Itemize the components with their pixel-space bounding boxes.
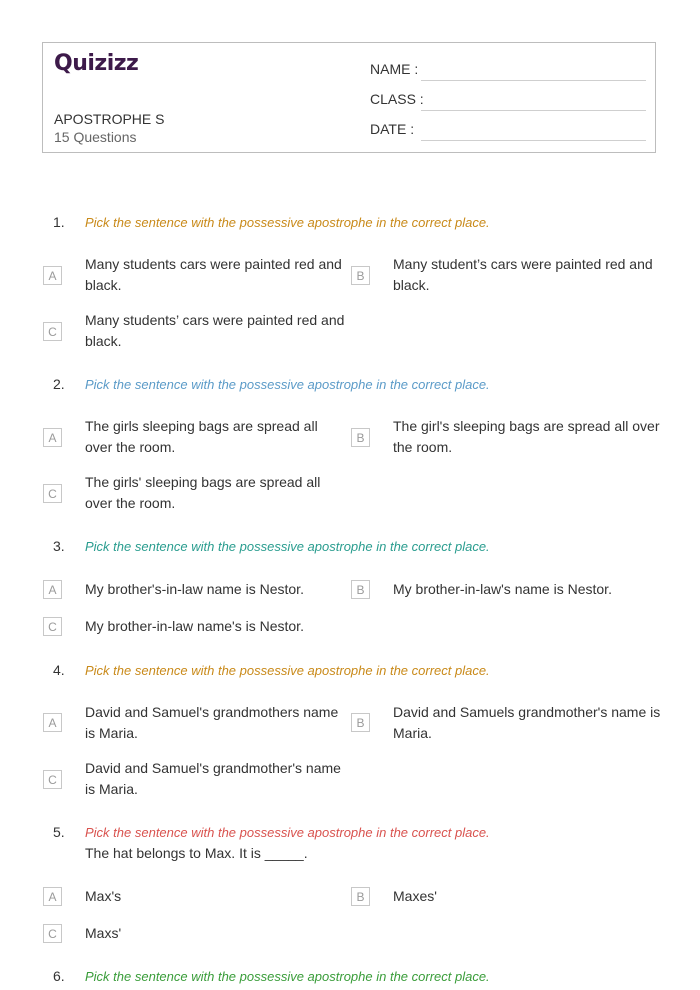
option-letter-b[interactable]: B (351, 887, 370, 906)
question-prompt: Pick the sentence with the possessive apostrophe in the correct place. (85, 539, 490, 554)
option-text-b[interactable]: Maxes' (393, 888, 437, 904)
option-text-c[interactable]: David and Samuel's grandmother's name is Maria. (85, 760, 341, 797)
worksheet-title: APOSTROPHE S (54, 111, 165, 127)
option-letter-a[interactable]: A (43, 713, 62, 732)
date-label: DATE : (370, 121, 415, 137)
option-letter-a[interactable]: A (43, 580, 62, 599)
question-prompt: Pick the sentence with the possessive apostrophe in the correct place. (85, 825, 490, 840)
option-text-b[interactable]: Many student’s cars were painted red and black. (393, 256, 653, 293)
question-prompt: Pick the sentence with the possessive apostrophe in the correct place. (85, 377, 490, 392)
question-prompt: Pick the sentence with the possessive apostrophe in the correct place. (85, 663, 490, 678)
date-field[interactable] (370, 121, 646, 141)
question-number: 5. (53, 824, 65, 840)
option-text-a[interactable]: My brother's-in-law name is Nestor. (85, 581, 304, 597)
option-letter-c[interactable]: C (43, 924, 62, 943)
option-letter-b[interactable]: B (351, 580, 370, 599)
option-text-c[interactable]: My brother-in-law name's is Nestor. (85, 618, 304, 634)
option-letter-a[interactable]: A (43, 887, 62, 906)
name-label: NAME : (370, 61, 419, 77)
question-number: 1. (53, 214, 65, 230)
option-text-c[interactable]: The girls' sleeping bags are spread all over the room. (85, 474, 321, 511)
option-text-b[interactable]: My brother-in-law's name is Nestor. (393, 581, 612, 597)
name-line[interactable] (421, 80, 646, 81)
question-prompt: Pick the sentence with the possessive apostrophe in the correct place. (85, 969, 490, 984)
question-count: 15 Questions (54, 129, 137, 145)
worksheet-header (42, 42, 656, 153)
option-letter-b[interactable]: B (351, 266, 370, 285)
option-text-c[interactable]: Maxs' (85, 925, 122, 941)
option-letter-c[interactable]: C (43, 770, 62, 789)
option-letter-c[interactable]: C (43, 484, 62, 503)
option-text-a[interactable]: Many students cars were painted red and black. (85, 256, 342, 293)
option-letter-c[interactable]: C (43, 322, 62, 341)
option-text-b[interactable]: The girl's sleeping bags are spread all over the room. (393, 418, 660, 455)
question-number: 6. (53, 968, 65, 984)
question-number: 2. (53, 376, 65, 392)
quizizz-logo: Quizizz (54, 51, 139, 76)
class-line[interactable] (421, 110, 646, 111)
date-line[interactable] (421, 140, 646, 141)
option-text-c[interactable]: Many students’ cars were painted red and black. (85, 312, 345, 349)
question-number: 3. (53, 538, 65, 554)
option-text-a[interactable]: David and Samuel's grandmothers name is Maria. (85, 704, 339, 741)
option-text-b[interactable]: David and Samuels grandmother's name is Maria. (393, 704, 661, 741)
option-letter-a[interactable]: A (43, 428, 62, 447)
option-text-a[interactable]: The girls sleeping bags are spread all over the room. (85, 418, 318, 455)
question-subtext: The hat belongs to Max. It is _____. (85, 845, 308, 861)
option-letter-c[interactable]: C (43, 617, 62, 636)
class-label: CLASS : (370, 91, 424, 107)
option-letter-b[interactable]: B (351, 428, 370, 447)
option-letter-b[interactable]: B (351, 713, 370, 732)
question-prompt: Pick the sentence with the possessive apostrophe in the correct place. (85, 215, 490, 230)
question-number: 4. (53, 662, 65, 678)
class-field[interactable] (370, 91, 646, 111)
option-text-a[interactable]: Max's (85, 888, 122, 904)
option-letter-a[interactable]: A (43, 266, 62, 285)
name-field[interactable] (370, 61, 646, 81)
